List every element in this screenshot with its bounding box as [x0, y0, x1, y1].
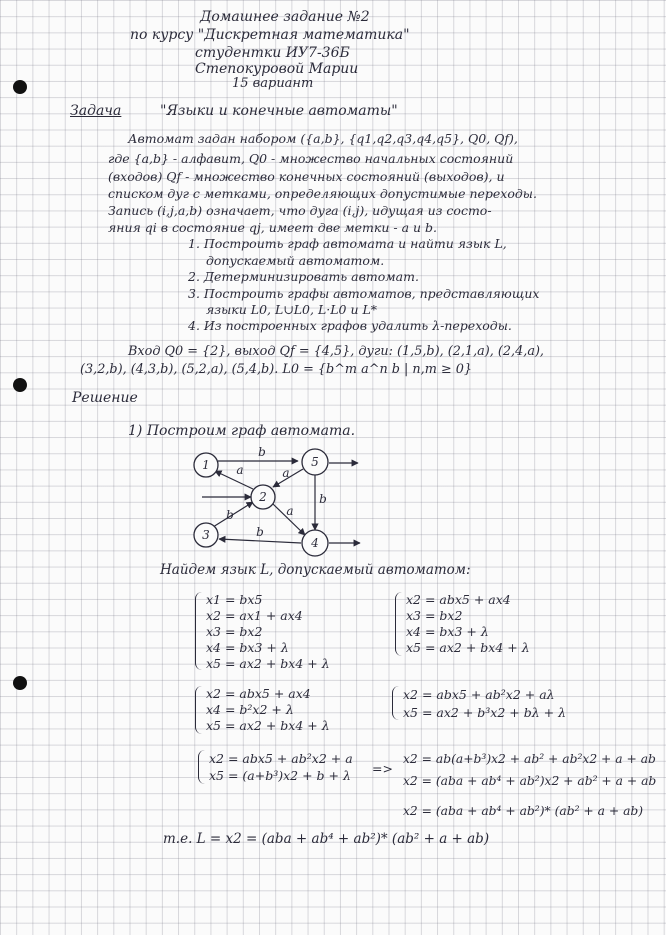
solution-label: Решение [72, 390, 138, 406]
task-item: допускаемый автоматом. [206, 253, 385, 268]
node-label: 3 [202, 528, 210, 542]
equation: x3 = bx2 [406, 608, 463, 623]
edge-label: b [256, 525, 264, 539]
equation: x3 = bx2 [206, 624, 263, 639]
equation: x2 = abx5 + ab²x2 + aλ [403, 687, 555, 702]
node-label: 1 [202, 458, 210, 472]
node-label: 4 [311, 536, 319, 550]
binder-hole [13, 80, 27, 94]
edge-2-1 [215, 471, 253, 489]
task-item: 1. Построить граф автомата и найти язык L, [188, 236, 507, 251]
task-item: 4. Из построенных графов удалить λ-переходы. [188, 318, 512, 333]
task-label: Задача [70, 103, 122, 119]
system-brace [395, 592, 402, 656]
task-para-line: списком дуг с метками, определяющих допустимые переходы. [108, 186, 537, 201]
header-line: студентки ИУ7-36Б [195, 45, 350, 61]
binder-hole [13, 676, 27, 690]
equation: x5 = ax2 + bx4 + λ [206, 718, 330, 733]
task-para-line: яния qi в состояние qj, имеет две метки - a и b. [108, 220, 438, 235]
edge-label: b [319, 492, 327, 506]
task-item: языки L0, L∪L0, L·L0 и L* [206, 302, 378, 317]
equation: x5 = ax2 + b³x2 + bλ + λ [403, 705, 567, 720]
edge-label: a [286, 504, 294, 518]
equation: x2 = abx5 + ax4 [206, 686, 311, 701]
equation: x4 = b²x2 + λ [206, 702, 294, 717]
implies-arrow: => [372, 761, 393, 776]
equation: x5 = ax2 + bx4 + λ [206, 656, 330, 671]
equation: x4 = bx3 + λ [206, 640, 289, 655]
header-line: Степокуровой Марии [195, 61, 359, 77]
node-label: 2 [259, 490, 267, 504]
edge-label: b [258, 447, 266, 459]
automaton-graph [188, 447, 388, 557]
task-para-line: где {a,b} - алфавит, Q0 - множество начальных состояний [108, 151, 514, 166]
equation: x5 = ax2 + bx4 + λ [406, 640, 530, 655]
edge-4-3 [219, 539, 301, 543]
task-input-line: (3,2,b), (4,3,b), (5,2,a), (5,4,b). L0 = {b^m a^n b | n,m ≥ 0} [80, 362, 473, 377]
task-item: 2. Детерминизировать автомат. [188, 269, 419, 284]
header-line: Домашнее задание №2 [200, 9, 370, 25]
task-title: "Языки и конечные автоматы" [160, 103, 398, 119]
result-line: x2 = ab(a+b³)x2 + ab² + ab²x2 + a + ab [403, 752, 656, 766]
task-para-line: (входов) Qf - множество конечных состояний (выходов), и [108, 169, 505, 184]
step-heading: 1) Построим граф автомата. [128, 423, 356, 439]
system-brace [195, 592, 202, 670]
system-brace [392, 686, 399, 720]
result-line: x2 = (aba + ab⁴ + ab²)* (ab² + a + ab) [403, 804, 644, 818]
header-line: по курсу "Дискретная математика" [130, 27, 410, 43]
system-brace [198, 750, 205, 784]
final-answer: т.е. L = x2 = (aba + ab⁴ + ab²)* (ab² + a + ab) [163, 831, 490, 847]
task-input-line: Вход Q0 = {2}, выход Qf = {4,5}, дуги: (1,5,b), (2,1,a), (2,4,a), [128, 344, 545, 359]
equation: x2 = ax1 + ax4 [206, 608, 303, 623]
header-line: 15 вариант [232, 76, 314, 91]
equation: x2 = abx5 + ab²x2 + a [209, 751, 353, 766]
edge-label: a [236, 463, 244, 477]
equation: x2 = abx5 + ax4 [406, 592, 511, 607]
find-language-heading: Найдем язык L, допускаемый автоматом: [160, 562, 471, 578]
equation: x1 = bx5 [206, 592, 263, 607]
binder-hole [13, 378, 27, 392]
result-line: x2 = (aba + ab⁴ + ab²)x2 + ab² + a + ab [403, 774, 657, 788]
equation: x5 = (a+b³)x2 + b + λ [209, 768, 351, 783]
task-para-line: Автомат задан набором ({a,b}, {q1,q2,q3,q4,q5}, Q0, Qf), [128, 131, 518, 146]
edge-label: b [226, 508, 234, 522]
edge-label: a [282, 466, 290, 480]
system-brace [195, 686, 202, 734]
task-para-line: Запись (i,j,a,b) означает, что дуга (i,j), идущая из состо- [108, 203, 492, 218]
task-item: 3. Построить графы автоматов, представляющих [188, 286, 540, 301]
node-label: 5 [311, 455, 319, 469]
equation: x4 = bx3 + λ [406, 624, 489, 639]
